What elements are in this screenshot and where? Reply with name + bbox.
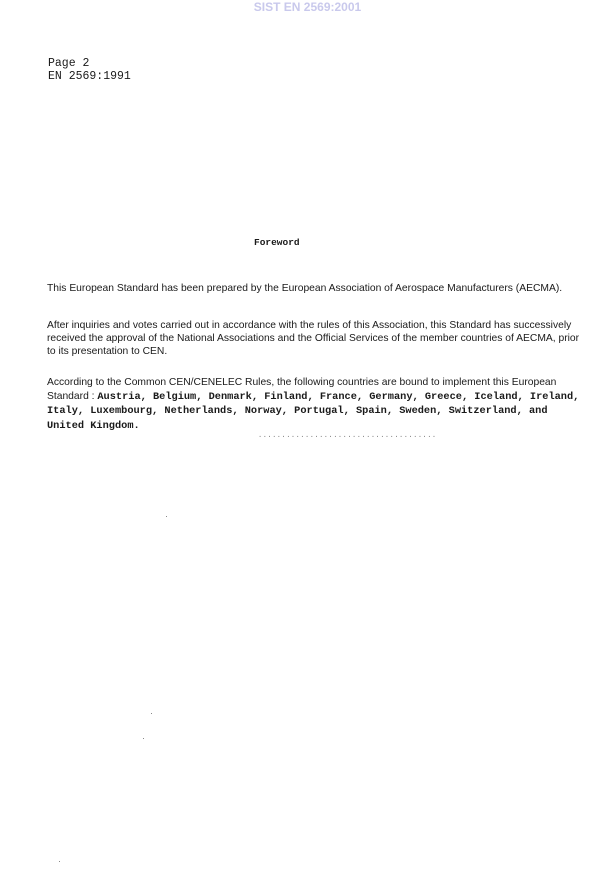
page-number: Page 2	[48, 57, 90, 70]
dotted-line: ......................................	[258, 432, 437, 440]
paragraph-3-intro: According to the Common CEN/CENELEC Rules, the following countries are bound to implement this European Standard :	[47, 377, 557, 402]
foreword-heading: Foreword	[254, 237, 300, 248]
scan-speck	[166, 516, 167, 517]
paragraph-2: After inquiries and votes carried out in accordance with the rules of this Association, this Standard has successively received the approval of the National Associations and the Official Services of the member countries of AECMA, prior to its presentation to CEN.	[47, 320, 580, 357]
scan-speck	[143, 738, 144, 739]
scan-speck	[59, 861, 60, 862]
standard-number: EN 2569:1991	[48, 69, 131, 83]
page-header	[48, 58, 131, 83]
paragraph-1: This European Standard has been prepared by the European Association of Aerospace Manufacturers (AECMA).	[47, 283, 563, 294]
watermark: SIST EN 2569:2001	[253, 0, 362, 14]
scan-speck	[151, 713, 152, 714]
country-list: Austria, Belgium, Denmark, Finland, France, Germany, Greece, Iceland, Ireland, Italy, Luxembourg, Netherlands, Norway, Portugal, Spain, Sweden, Switzerland, and United Kingdom.	[47, 390, 580, 432]
paragraph-3	[47, 376, 587, 433]
